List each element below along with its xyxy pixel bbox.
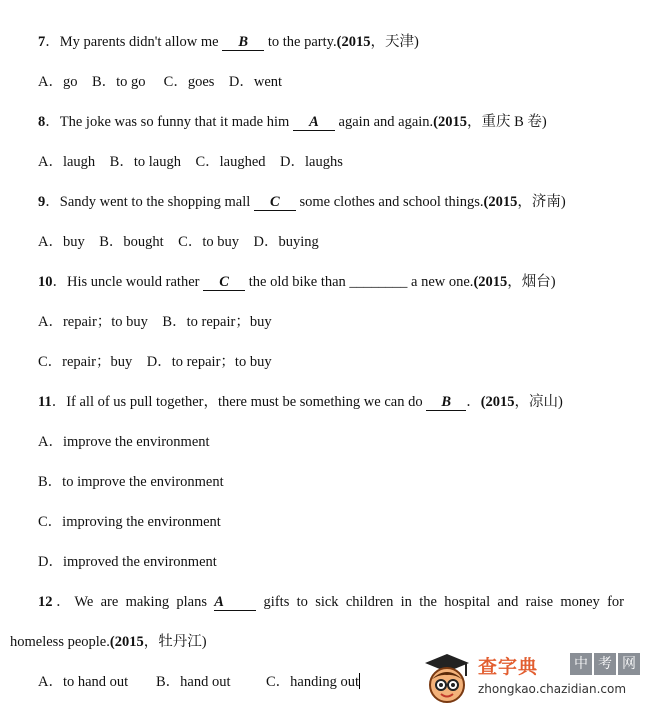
badge-char: 中 (570, 653, 592, 675)
source-year: (2015 (480, 394, 515, 410)
question-12 (38, 592, 624, 612)
question-10 (38, 272, 556, 292)
question-text-end: some clothes and school things. (295, 194, 484, 210)
question-8-options: A．laugh B．to laugh C．laughed D．laughs (38, 154, 343, 170)
question-text-continued: homeless people. (10, 634, 110, 650)
answer-blank: A (293, 114, 335, 131)
answer-blank: B (222, 34, 264, 51)
source-year: (2015 (483, 194, 518, 210)
badge-char: 考 (594, 653, 616, 675)
question-number: 10 (38, 274, 53, 290)
question-text-end: again and again. (334, 114, 434, 130)
question-text: ．If all of us pull together，there must be something we can do (51, 394, 427, 410)
source-place: ，天津) (370, 34, 419, 50)
source-place: ，凉山) (514, 394, 563, 410)
question-10-options-ab: A．repair；to buy B．to repair；buy (38, 314, 272, 330)
question-9 (38, 192, 566, 212)
question-7-options: A．go B．to go C．goes D．went (38, 74, 283, 90)
question-8 (38, 112, 547, 132)
question-12-line-2 (10, 632, 207, 652)
answer-blank: C (254, 194, 296, 211)
answer-blank: A (214, 594, 256, 611)
question-text: ．Sandy went to the shopping mall (45, 194, 254, 210)
brand-logo-text: 查字典 (478, 656, 539, 678)
question-11 (38, 392, 563, 412)
question-text: ．The joke was so funny that it made him (45, 114, 293, 130)
badge-char: 网 (618, 653, 640, 675)
source-year: (2015 (109, 634, 144, 650)
question-text-end: ． (466, 394, 481, 410)
question-11-option-d: D．improved the environment (38, 554, 217, 570)
question-11-option-b: B．to improve the environment (38, 474, 224, 490)
question-number: 8 (38, 114, 46, 130)
question-number: 7 (38, 34, 46, 50)
option-b: B．hand out (156, 674, 231, 690)
answer-blank: B (426, 394, 466, 411)
question-11-option-c: C．improving the environment (38, 514, 221, 530)
question-text-end: to the party. (264, 34, 337, 50)
question-text-end: gifts to sick children in the hospital and raise money for (256, 594, 624, 610)
option-a: A．to hand out (38, 674, 129, 690)
question-7 (38, 32, 419, 52)
mascot-icon (422, 652, 472, 706)
source-place: ，牡丹江) (143, 634, 207, 650)
question-text-end: the old bike than ________ a new one. (245, 274, 474, 290)
question-10-options-cd: C．repair；buy D．to repair；to buy (38, 354, 272, 370)
site-watermark (420, 650, 650, 710)
source-place: ，济南) (517, 194, 566, 210)
brand-url: zhongkao.chazidian.com (478, 682, 627, 696)
question-11-option-a: A．improve the environment (38, 434, 210, 450)
question-text: ．His uncle would rather (52, 274, 204, 290)
question-text: ．We are making plans (52, 594, 215, 610)
brand-badges (570, 653, 640, 675)
source-year: (2015 (473, 274, 508, 290)
source-place: ，烟台) (507, 274, 556, 290)
text-cursor (359, 673, 360, 689)
source-year: (2015 (336, 34, 371, 50)
source-year: (2015 (433, 114, 468, 130)
question-number: 9 (38, 194, 46, 210)
question-9-options: A．buy B．bought C．to buy D．buying (38, 234, 319, 250)
question-text: ．My parents didn't allow me (45, 34, 223, 50)
source-place: ，重庆 B 卷) (467, 114, 547, 130)
answer-blank: C (203, 274, 245, 291)
option-c: C．handing out (266, 674, 360, 690)
question-12-options (38, 672, 360, 692)
question-number: 11 (38, 394, 52, 410)
question-number: 12 (38, 594, 53, 610)
